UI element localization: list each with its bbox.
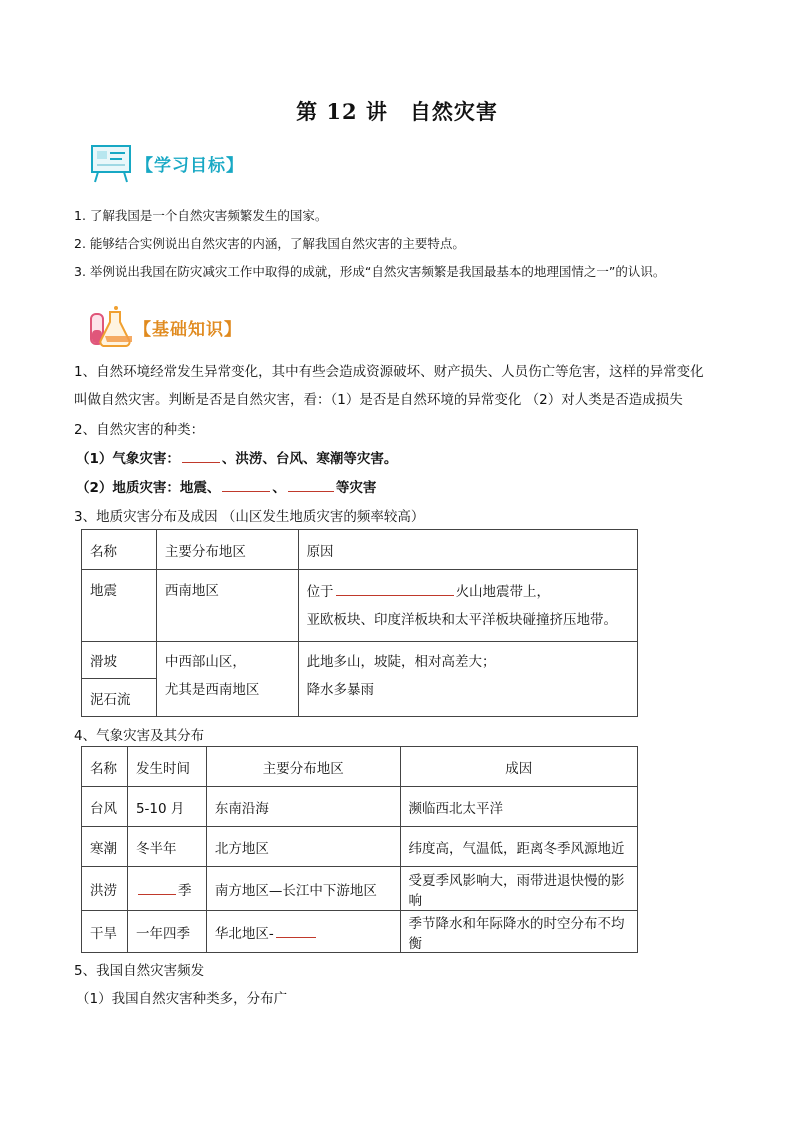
table-header: 原因 bbox=[298, 530, 637, 570]
table-cell: 纬度高，气温低，距离冬季风源地近 bbox=[400, 827, 637, 867]
page-title bbox=[0, 96, 794, 126]
table-cell: 南方地区—长江中下游地区 bbox=[206, 867, 400, 911]
title-topic: 自然灾害 bbox=[409, 99, 498, 124]
weather-disaster-line: （1）气象灾害： 、洪涝、台风、寒潮等灾害。 bbox=[76, 451, 398, 467]
table-cell: 位于 火山地震带上， 亚欧板块、印度洋板块和太平洋板块碰撞挤压地带。 bbox=[298, 570, 637, 642]
geo-disaster-table bbox=[81, 529, 638, 717]
table-header: 主要分布地区 bbox=[156, 530, 298, 570]
table-cell: 洪涝 bbox=[82, 867, 128, 911]
table-cell: 冬半年 bbox=[127, 827, 206, 867]
table-header: 主要分布地区 bbox=[206, 747, 400, 787]
fill-blank[interactable] bbox=[222, 479, 270, 492]
paragraph-definition-line2: 叫做自然灾害。判断是否是自然灾害，看：（1）是否是自然环境的异常变化 （2）对人类是否造成损失 bbox=[74, 392, 683, 408]
table-cell: 此地多山，坡陡，相对高差大； 降水多暴雨 bbox=[298, 642, 637, 717]
paragraph-frequent-sub1: （1）我国自然灾害种类多，分布广 bbox=[76, 991, 288, 1007]
section-objectives bbox=[88, 140, 244, 186]
table-cell: 季节降水和年际降水的时空分布不均衡 bbox=[400, 911, 637, 953]
table-header: 成因 bbox=[400, 747, 637, 787]
table-cell: 华北地区- bbox=[206, 911, 400, 953]
table-cell: 西南地区 bbox=[156, 570, 298, 642]
teaching-board-icon bbox=[88, 140, 134, 186]
table-row bbox=[82, 867, 638, 911]
section-knowledge-label: 【基础知识】 bbox=[134, 319, 242, 340]
table-cell: 受夏季风影响大，雨带进退快慢的影响 bbox=[400, 867, 637, 911]
table-cell: 地震 bbox=[82, 570, 157, 642]
table-row bbox=[82, 642, 638, 679]
table-row bbox=[82, 827, 638, 867]
table-row bbox=[82, 911, 638, 953]
section-objectives-label: 【学习目标】 bbox=[136, 155, 244, 176]
fill-blank[interactable] bbox=[182, 450, 220, 463]
geo-disaster-line: （2）地质灾害：地震、 、 等灾害 bbox=[76, 480, 377, 496]
title-lesson: 第 12 讲 bbox=[296, 99, 388, 124]
table-header: 名称 bbox=[82, 530, 157, 570]
table-cell: 北方地区 bbox=[206, 827, 400, 867]
table-cell: 5-10 月 bbox=[127, 787, 206, 827]
flask-icon bbox=[86, 304, 132, 350]
table-cell: 季 bbox=[127, 867, 206, 911]
table-row bbox=[82, 570, 638, 642]
table-cell: 濒临西北太平洋 bbox=[400, 787, 637, 827]
fill-blank[interactable] bbox=[336, 583, 454, 596]
table-cell: 干旱 bbox=[82, 911, 128, 953]
table-cell: 滑坡 bbox=[82, 642, 157, 679]
fill-blank[interactable] bbox=[288, 479, 334, 492]
table-row bbox=[82, 787, 638, 827]
objective-item: 1. 了解我国是一个自然灾害频繁发生的国家。 bbox=[74, 208, 328, 223]
paragraph-types-head: 2、自然灾害的种类： bbox=[74, 422, 205, 438]
objective-item: 3. 举例说出我国在防灾减灾工作中取得的成就，形成“自然灾害频繁是我国最基本的地理国情之一”的认识。 bbox=[74, 264, 666, 279]
table-cell: 寒潮 bbox=[82, 827, 128, 867]
table-cell: 东南沿海 bbox=[206, 787, 400, 827]
paragraph-geo-head: 3、地质灾害分布及成因 （山区发生地质灾害的频率较高） bbox=[74, 509, 425, 525]
table-cell: 一年四季 bbox=[127, 911, 206, 953]
paragraph-definition-line1: 1、自然环境经常发生异常变化，其中有些会造成资源破坏、财产损失、人员伤亡等危害，这样的异常变化 bbox=[74, 364, 704, 380]
table-cell: 台风 bbox=[82, 787, 128, 827]
fill-blank[interactable] bbox=[138, 882, 176, 895]
paragraph-weather-head: 4、气象灾害及其分布 bbox=[74, 728, 205, 744]
objective-item: 2. 能够结合实例说出自然灾害的内涵，了解我国自然灾害的主要特点。 bbox=[74, 236, 465, 251]
section-knowledge bbox=[86, 304, 242, 350]
paragraph-frequent-head: 5、我国自然灾害频发 bbox=[74, 963, 205, 979]
table-header-row bbox=[82, 530, 638, 570]
table-header: 名称 bbox=[82, 747, 128, 787]
fill-blank[interactable] bbox=[276, 925, 316, 938]
table-cell: 泥石流 bbox=[82, 679, 157, 717]
weather-disaster-table bbox=[81, 746, 638, 953]
table-header-row bbox=[82, 747, 638, 787]
table-cell: 中西部山区， 尤其是西南地区 bbox=[156, 642, 298, 717]
table-header: 发生时间 bbox=[127, 747, 206, 787]
